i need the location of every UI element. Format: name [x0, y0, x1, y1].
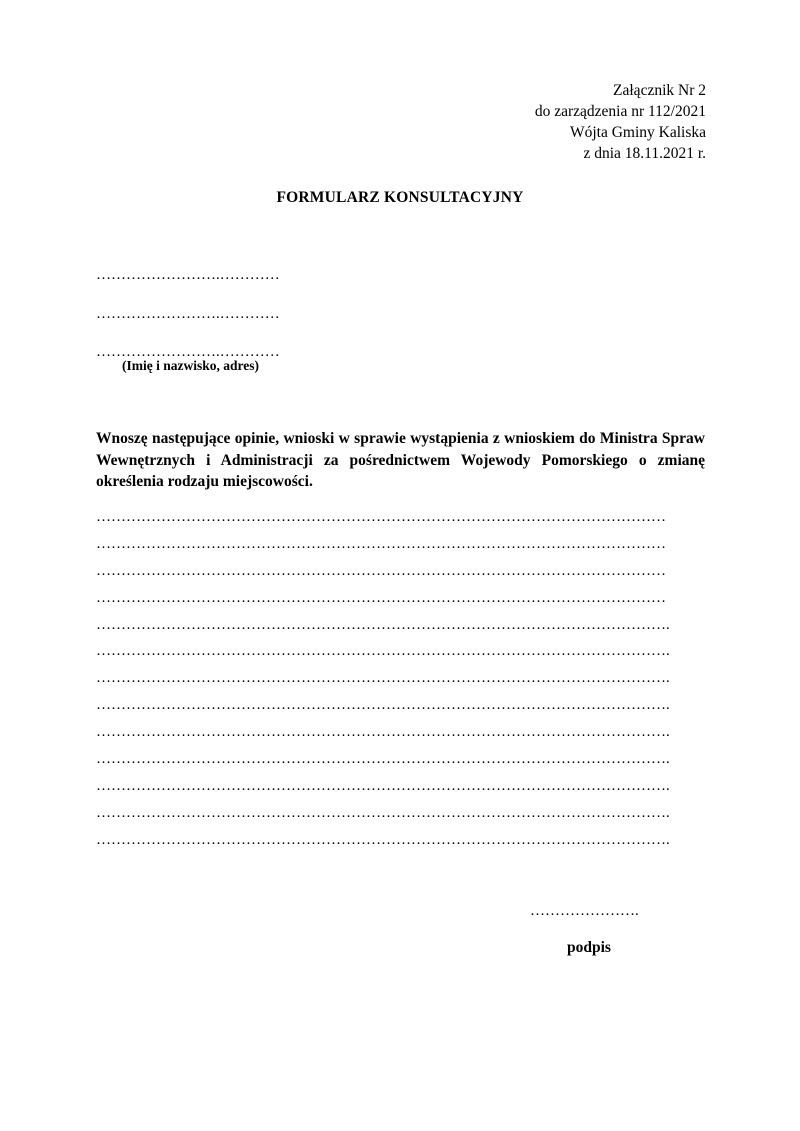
- consultation-statement: Wnoszę następujące opinie, wnioski w sprawie wystąpienia z wnioskiem do Ministra Spraw Wewnętrznych i Administracji za pośrednictwem Wojewody Pomorskiego o zmianę określenia rodzaju miejscowości.: [96, 430, 705, 490]
- comment-line[interactable]: …………………………………………………………………………………………………….: [96, 777, 670, 794]
- comment-line[interactable]: …………………………………………………………………………………………………….: [96, 616, 670, 633]
- comment-line[interactable]: ……………………………………………………………………………………………………: [96, 562, 666, 579]
- comment-line[interactable]: …………………………………………………………………………………………………….: [96, 804, 670, 821]
- annex-authority: Wójta Gminy Kaliska: [569, 124, 706, 141]
- name-address-field-2[interactable]: …………………….…………: [96, 306, 280, 322]
- comment-line[interactable]: ……………………………………………………………………………………………………: [96, 509, 666, 525]
- comment-line[interactable]: …………………………………………………………………………………………………….: [96, 831, 670, 848]
- name-address-field-3[interactable]: …………………….…………: [96, 344, 280, 360]
- signature-label: podpis: [567, 939, 611, 956]
- comment-lines: [96, 504, 716, 854]
- form-title: FORMULARZ KONSULTACYJNY: [276, 189, 524, 206]
- comment-line[interactable]: …………………………………………………………………………………………………….: [96, 643, 670, 660]
- annex-number: Załącznik Nr 2: [613, 82, 706, 99]
- comment-line[interactable]: …………………………………………………………………………………………………….: [96, 751, 670, 768]
- comment-line[interactable]: …………………………………………………………………………………………………….: [96, 697, 670, 714]
- annex-header: [535, 80, 706, 164]
- annex-ordinance: do zarządzenia nr 112/2021: [534, 103, 706, 120]
- name-address-field-1[interactable]: …………………….…………: [96, 267, 280, 283]
- comment-line[interactable]: …………………………………………………………………………………………………….: [96, 724, 670, 741]
- name-address-caption: (Imię i nazwisko, adres): [122, 358, 259, 373]
- comment-line[interactable]: …………………………………………………………………………………………………….: [96, 670, 670, 687]
- signature-field[interactable]: ………………….: [530, 903, 639, 919]
- comment-line[interactable]: ……………………………………………………………………………………………………: [96, 535, 666, 552]
- annex-date: z dnia 18.11.2021 r.: [583, 145, 706, 162]
- comment-line[interactable]: ……………………………………………………………………………………………………: [96, 589, 666, 606]
